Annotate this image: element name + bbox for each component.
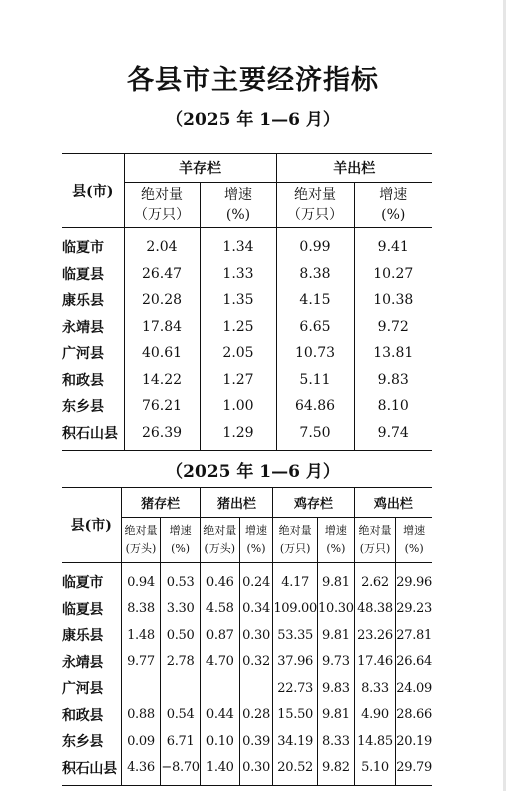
county-name: 永靖县 (62, 654, 104, 671)
table-cell: 1.25 (200, 314, 276, 341)
col-header-rate: 增速 (%) (161, 518, 200, 563)
col-header-rate: 增速 (%) (354, 183, 432, 228)
table-cell: 9.77 (121, 649, 161, 676)
table-cell: 1.34 (200, 228, 276, 261)
table-cell: 9.41 (354, 228, 432, 261)
table-row (62, 702, 432, 729)
table-cell: 6.71 (161, 728, 200, 755)
col-header-abs: 绝对量 (万只) (273, 518, 318, 563)
table-cell: 1.48 (121, 622, 161, 649)
table-cell: 4.70 (200, 649, 239, 676)
table-cell: 0.46 (200, 563, 239, 596)
table-cell: −8.70 (161, 755, 200, 786)
table-cell: 10.73 (276, 340, 354, 367)
table2-period: （2025 年 1—6 月） (166, 462, 340, 482)
county-name: 临夏市 (62, 575, 104, 592)
table-cell: 23.26 (354, 622, 396, 649)
county-name: 和政县 (62, 707, 104, 724)
table-cell (161, 675, 200, 702)
county-name: 临夏市 (62, 240, 104, 257)
table-cell: 17.84 (124, 314, 200, 341)
table-cell: 24.09 (396, 675, 432, 702)
group-header-chicken-stock: 鸡存栏 (273, 488, 354, 518)
table-row (62, 340, 432, 367)
table-row (62, 367, 432, 394)
county-name: 广河县 (62, 346, 104, 363)
table-cell: 9.83 (318, 675, 355, 702)
table-cell: 29.79 (396, 755, 432, 786)
county-name: 康乐县 (62, 293, 104, 310)
table-cell: 1.29 (200, 420, 276, 451)
table-cell: 8.38 (121, 596, 161, 623)
table-cell: 9.83 (354, 367, 432, 394)
county-name: 积石山县 (62, 760, 117, 777)
table-row (62, 314, 432, 341)
table-cell: 20.19 (396, 728, 432, 755)
table-row (62, 728, 432, 755)
table-cell: 4.58 (200, 596, 239, 623)
table-cell: 9.74 (354, 420, 432, 451)
table-cell: 9.82 (318, 755, 355, 786)
table-cell: 26.64 (396, 649, 432, 676)
table-cell: 64.86 (276, 393, 354, 420)
table-cell: 3.30 (161, 596, 200, 623)
table-cell: 0.30 (239, 755, 273, 786)
table-cell: 1.27 (200, 367, 276, 394)
table-row (62, 596, 432, 623)
col-header-rate: 增速 (%) (396, 518, 432, 563)
table-cell: 9.81 (318, 702, 355, 729)
county-name: 临夏县 (62, 266, 104, 283)
table-cell: 76.21 (124, 393, 200, 420)
table-cell: 22.73 (273, 675, 318, 702)
table-cell: 13.81 (354, 340, 432, 367)
table-cell: 48.38 (354, 596, 396, 623)
table-row (62, 563, 432, 596)
table-cell: 10.38 (354, 287, 432, 314)
table-cell: 26.39 (124, 420, 200, 451)
table-cell: 0.10 (200, 728, 239, 755)
table-cell (121, 675, 161, 702)
table-cell: 1.40 (200, 755, 239, 786)
table-cell: 0.87 (200, 622, 239, 649)
table-cell: 8.33 (354, 675, 396, 702)
table-cell: 4.36 (121, 755, 161, 786)
table-cell: 0.39 (239, 728, 273, 755)
table-cell: 9.81 (318, 563, 355, 596)
table-row (62, 287, 432, 314)
table-cell: 0.88 (121, 702, 161, 729)
table-row (62, 261, 432, 288)
table-cell: 8.10 (354, 393, 432, 420)
table-cell: 0.09 (121, 728, 161, 755)
county-header: 县(市) (62, 154, 124, 228)
table-row (62, 622, 432, 649)
table-cell: 6.65 (276, 314, 354, 341)
table-row (62, 675, 432, 702)
table-row (62, 420, 432, 451)
county-name: 积石山县 (62, 425, 118, 442)
table-cell: 4.15 (276, 287, 354, 314)
col-header-abs: 绝对量 (万头) (121, 518, 161, 563)
county-name: 广河县 (62, 681, 104, 698)
group-header-sheep-out: 羊出栏 (276, 154, 432, 183)
table-cell: 0.32 (239, 649, 273, 676)
table-cell: 5.10 (354, 755, 396, 786)
group-header-pig-stock: 猪存栏 (121, 488, 200, 518)
table-cell: 0.24 (239, 563, 273, 596)
col-header-abs: 绝对量 （万只） (124, 183, 200, 228)
table-cell: 29.23 (396, 596, 432, 623)
table-cell: 29.96 (396, 563, 432, 596)
table-cell: 14.22 (124, 367, 200, 394)
table-cell: 0.99 (276, 228, 354, 261)
table-cell: 2.78 (161, 649, 200, 676)
col-header-rate: 增速 (%) (239, 518, 273, 563)
table-cell: 40.61 (124, 340, 200, 367)
table-cell: 7.50 (276, 420, 354, 451)
table-cell: 2.05 (200, 340, 276, 367)
table-cell: 34.19 (273, 728, 318, 755)
table-row (62, 649, 432, 676)
table-cell: 109.00 (273, 596, 318, 623)
col-header-rate: 增速 (%) (200, 183, 276, 228)
table1-period: （2025 年 1—6 月） (166, 110, 340, 130)
table-cell: 4.17 (273, 563, 318, 596)
table-cell: 8.33 (318, 728, 355, 755)
table-cell: 4.90 (354, 702, 396, 729)
table-cell: 2.62 (354, 563, 396, 596)
table-cell: 10.27 (354, 261, 432, 288)
table-cell: 8.38 (276, 261, 354, 288)
table-cell: 0.50 (161, 622, 200, 649)
col-header-abs: 绝对量 (万只) (354, 518, 396, 563)
table-cell (239, 675, 273, 702)
table-cell: 1.00 (200, 393, 276, 420)
table-row (62, 228, 432, 261)
table-row (62, 393, 432, 420)
county-name: 康乐县 (62, 628, 104, 645)
table-cell: 37.96 (273, 649, 318, 676)
table-cell: 20.52 (273, 755, 318, 786)
group-header-pig-out: 猪出栏 (200, 488, 273, 518)
table-cell: 9.73 (318, 649, 355, 676)
table-cell: 0.54 (161, 702, 200, 729)
table-cell: 20.28 (124, 287, 200, 314)
group-header-sheep-stock: 羊存栏 (124, 154, 276, 183)
table-cell: 27.81 (396, 622, 432, 649)
page-title: 各县市主要经济指标 (127, 65, 379, 96)
table-cell: 53.35 (273, 622, 318, 649)
table-cell: 15.50 (273, 702, 318, 729)
table-cell: 14.85 (354, 728, 396, 755)
livestock-table (62, 487, 432, 786)
county-name: 临夏县 (62, 601, 104, 618)
county-name: 永靖县 (62, 319, 104, 336)
county-name: 东乡县 (62, 734, 104, 751)
table-cell: 28.66 (396, 702, 432, 729)
table-cell: 2.04 (124, 228, 200, 261)
table-row (62, 755, 432, 786)
table-cell: 10.30 (318, 596, 355, 623)
table-cell: 0.44 (200, 702, 239, 729)
county-name: 和政县 (62, 372, 104, 389)
col-header-abs: 绝对量 (万头) (200, 518, 239, 563)
table-cell: 0.34 (239, 596, 273, 623)
col-header-abs: 绝对量 （万只） (276, 183, 354, 228)
table-cell: 17.46 (354, 649, 396, 676)
county-header: 县(市) (62, 488, 121, 563)
table-cell: 1.35 (200, 287, 276, 314)
col-header-rate: 增速 (%) (318, 518, 355, 563)
county-name: 东乡县 (62, 399, 104, 416)
table-cell: 26.47 (124, 261, 200, 288)
table-cell: 9.81 (318, 622, 355, 649)
table-cell (200, 675, 239, 702)
table-cell: 1.33 (200, 261, 276, 288)
table-cell: 0.94 (121, 563, 161, 596)
table-cell: 5.11 (276, 367, 354, 394)
table-cell: 0.53 (161, 563, 200, 596)
group-header-chicken-out: 鸡出栏 (354, 488, 432, 518)
sheep-table (62, 153, 432, 451)
table-cell: 9.72 (354, 314, 432, 341)
table-cell: 0.30 (239, 622, 273, 649)
table-cell: 0.28 (239, 702, 273, 729)
